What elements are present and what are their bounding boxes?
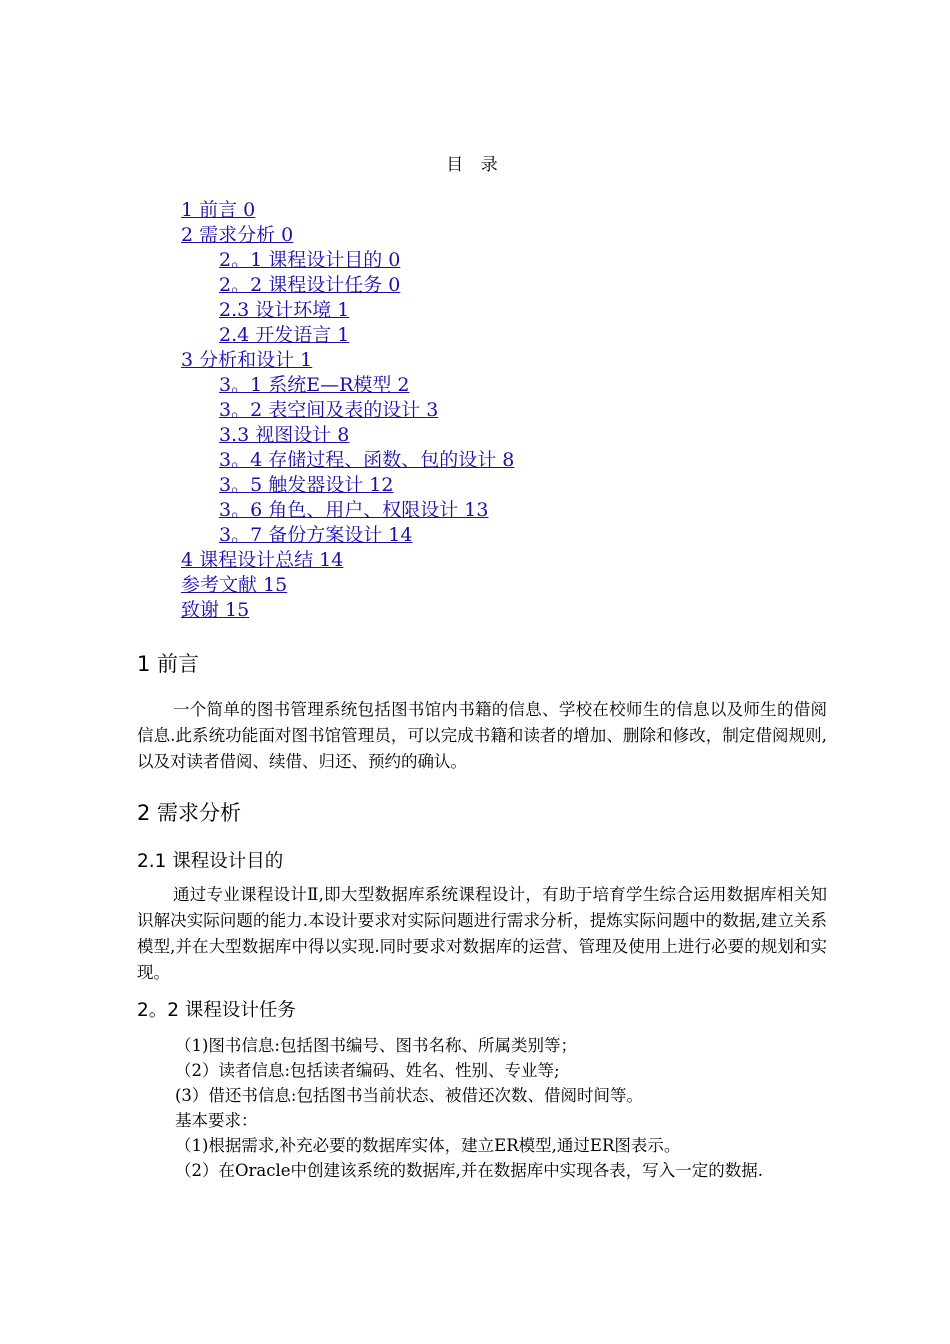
- toc-link-3-2[interactable]: 3。2 表空间及表的设计 3: [219, 399, 439, 421]
- task-line-2: （2）读者信息:包括读者编码、姓名、性别、专业等;: [175, 1061, 560, 1080]
- toc-link-4[interactable]: 4 课程设计总结 14: [181, 549, 344, 571]
- toc-link-3-1[interactable]: 3。1 系统E—R模型 2: [219, 374, 410, 396]
- toc-link-3-5[interactable]: 3。5 触发器设计 12: [219, 474, 394, 496]
- toc-link-2-1[interactable]: 2。1 课程设计目的 0: [219, 249, 401, 271]
- toc-link-2[interactable]: 2 需求分析 0: [181, 224, 294, 246]
- heading-section-2: 2 需求分析: [137, 801, 242, 825]
- toc-link-2-2[interactable]: 2。2 课程设计任务 0: [219, 274, 401, 296]
- task-line-6: （2）在Oracle中创建该系统的数据库,并在数据库中实现各表，写入一定的数据.: [175, 1161, 764, 1180]
- toc-link-3-6[interactable]: 3。6 角色、用户、权限设计 13: [219, 499, 489, 521]
- paragraph-preface: 一个简单的图书管理系统包括图书馆内书籍的信息、学校在校师生的信息以及师生的借阅信息.此系统功能面对图书馆管理员，可以完成书籍和读者的增加、删除和修改，制定借阅规则,以及对读者借阅、续借、归还、预约的确认。: [137, 700, 827, 771]
- toc-title: 目 录: [446, 155, 504, 175]
- task-line-basic-requirements: 基本要求：: [175, 1111, 258, 1130]
- toc-link-3-7[interactable]: 3。7 备份方案设计 14: [219, 524, 413, 546]
- toc-link-thanks[interactable]: 致谢 15: [181, 599, 250, 621]
- task-line-3: (3）借还书信息:包括图书当前状态、被借还次数、借阅时间等。: [175, 1086, 643, 1105]
- toc-link-3-3[interactable]: 3.3 视图设计 8: [219, 424, 350, 446]
- heading-section-2-2: 2。2 课程设计任务: [137, 1000, 296, 1021]
- heading-section-1: 1 前言: [137, 652, 200, 676]
- toc-link-2-4[interactable]: 2.4 开发语言 1: [219, 324, 350, 346]
- task-line-5: （1)根据需求,补充必要的数据库实体，建立ER模型,通过ER图表示。: [175, 1136, 681, 1155]
- task-line-1: （1)图书信息:包括图书编号、图书名称、所属类别等；: [175, 1036, 577, 1055]
- toc-link-1[interactable]: 1 前言 0: [181, 199, 256, 221]
- toc-link-3-4[interactable]: 3。4 存储过程、函数、包的设计 8: [219, 449, 515, 471]
- toc-link-references[interactable]: 参考文献 15: [181, 574, 288, 596]
- toc-link-2-3[interactable]: 2.3 设计环境 1: [219, 299, 350, 321]
- toc-link-3[interactable]: 3 分析和设计 1: [181, 349, 313, 371]
- heading-section-2-1: 2.1 课程设计目的: [137, 851, 284, 872]
- paragraph-course-purpose: 通过专业课程设计Ⅱ,即大型数据库系统课程设计，有助于培育学生综合运用数据库相关知识解决实际问题的能力.本设计要求对实际问题进行需求分析，提炼实际问题中的数据,建立关系模型,并在大型数据库中得以实现.同时要求对数据库的运营、管理及使用上进行必要的规划和实现。: [137, 885, 827, 982]
